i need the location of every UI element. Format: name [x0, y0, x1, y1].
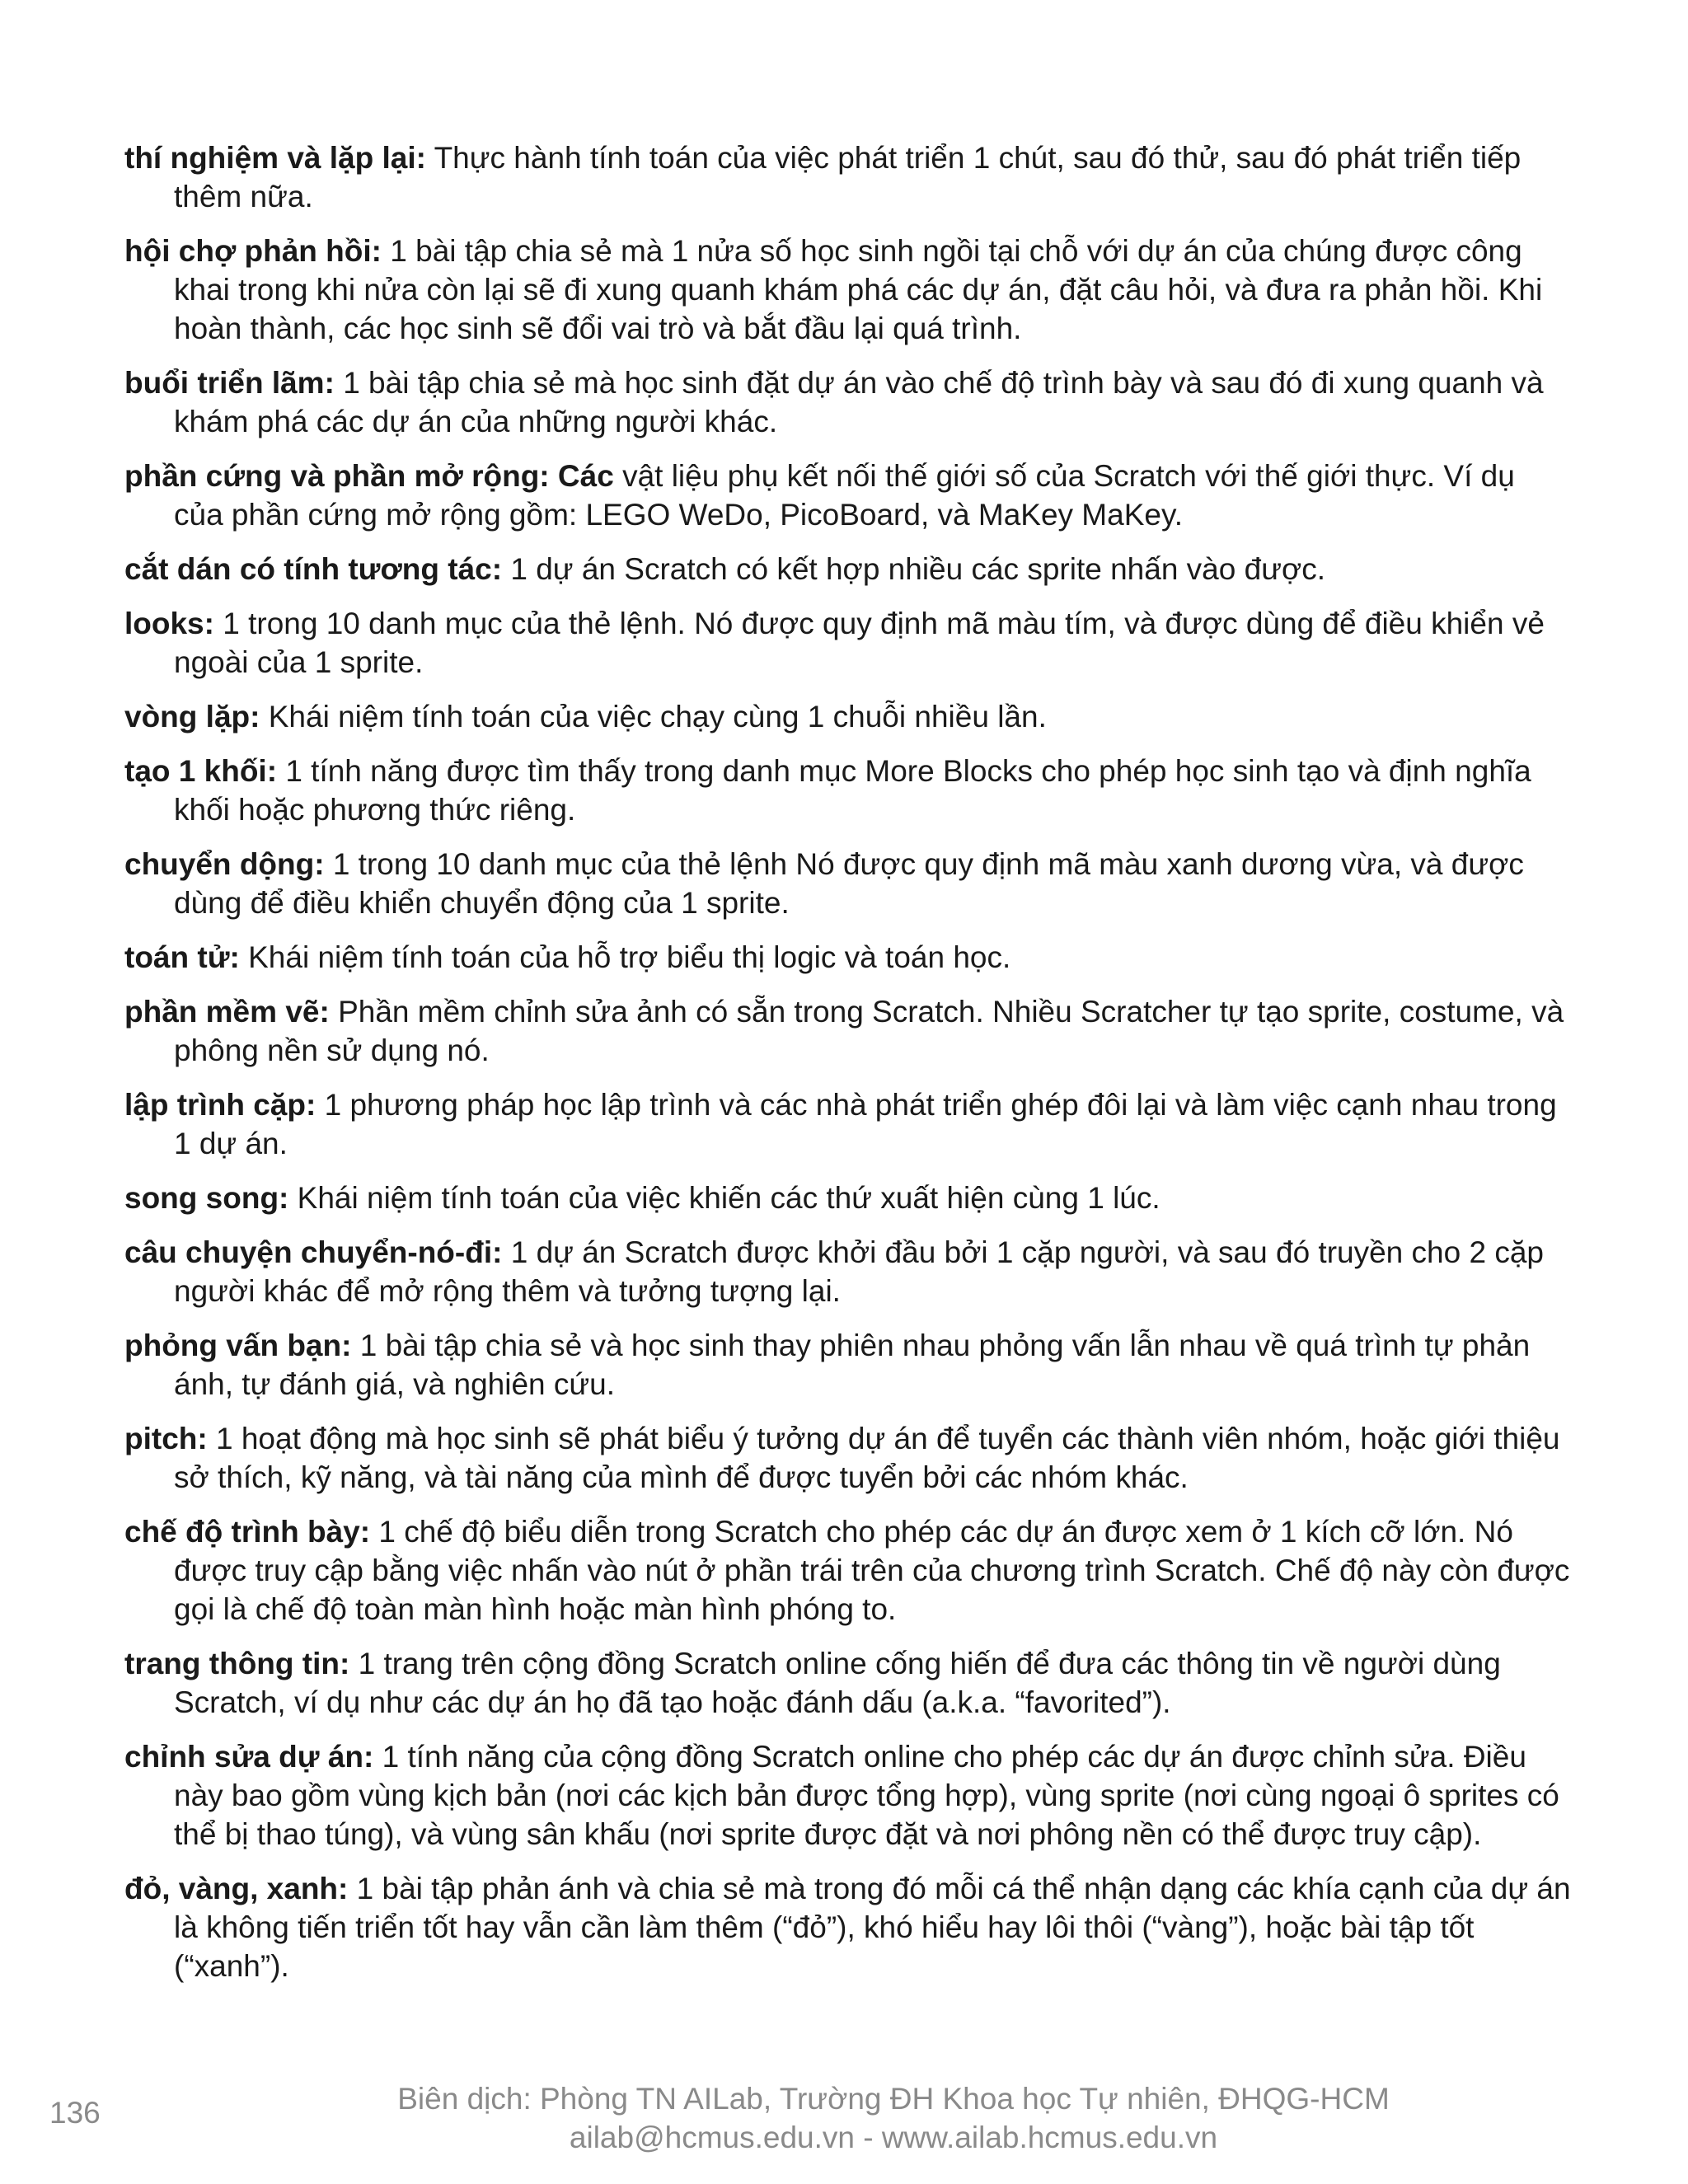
- glossary-entry: [124, 1644, 1571, 1722]
- glossary-definition: 1 chế độ biểu diễn trong Scratch cho phép các dự án được xem ở 1 kích cỡ lớn. Nó được truy cập bằng việc nhấn vào nút ở phần trái trên của chương trình Scratch. Chế độ này còn được gọi là chế độ toàn màn hình hoặc màn hình phóng to.: [174, 1515, 1570, 1626]
- glossary-term: pitch:: [124, 1422, 208, 1455]
- glossary-entry: [124, 845, 1571, 922]
- glossary-entry: [124, 1419, 1571, 1497]
- glossary-definition: 1 dự án Scratch được khởi đầu bởi 1 cặp người, và sau đó truyền cho 2 cặp người khác để mở rộng thêm và tưởng tượng lại.: [174, 1235, 1544, 1308]
- glossary-entry: [124, 550, 1571, 588]
- glossary-entry: [124, 1737, 1571, 1854]
- glossary-entry: [124, 992, 1571, 1070]
- glossary-term: phần mềm vẽ:: [124, 995, 330, 1029]
- footer-credit-line2: ailab@hcmus.edu.vn - www.ailab.hcmus.edu.vn: [569, 2121, 1218, 2154]
- glossary-term: thí nghiệm và lặp lại:: [124, 141, 426, 175]
- glossary-definition: Phần mềm chỉnh sửa ảnh có sẵn trong Scratch. Nhiều Scratcher tự tạo sprite, costume, và phông nền sử dụng nó.: [174, 995, 1564, 1067]
- glossary-entry: [124, 1085, 1571, 1163]
- glossary-term: đỏ, vàng, xanh:: [124, 1872, 349, 1905]
- glossary-definition: Khái niệm tính toán của hỗ trợ biểu thị logic và toán học.: [248, 940, 1011, 974]
- glossary-term: cắt dán có tính tương tác:: [124, 552, 503, 586]
- glossary-term: phỏng vấn bạn:: [124, 1329, 352, 1362]
- glossary-term: lập trình cặp:: [124, 1088, 316, 1122]
- glossary-term: trang thông tin:: [124, 1647, 350, 1680]
- footer-credit-line1: Biên dịch: Phòng TN AILab, Trường ĐH Khoa học Tự nhiên, ĐHQG-HCM: [397, 2082, 1390, 2116]
- glossary-term: hội chợ phản hồi:: [124, 234, 382, 268]
- glossary-definition: 1 trong 10 danh mục của thẻ lệnh. Nó được quy định mã màu tím, và được dùng để điều khiển vẻ ngoài của 1 sprite.: [174, 607, 1545, 679]
- glossary-definition: 1 hoạt động mà học sinh sẽ phát biểu ý tưởng dự án để tuyển các thành viên nhóm, hoặc giới thiệu sở thích, kỹ năng, và tài năng của mình để được tuyển bởi các nhóm khác.: [174, 1422, 1560, 1494]
- glossary-definition: 1 dự án Scratch có kết hợp nhiều các sprite nhấn vào được.: [510, 552, 1326, 586]
- glossary-entry: [124, 1233, 1571, 1310]
- glossary-term: tạo 1 khối:: [124, 754, 278, 788]
- glossary-entry: [124, 363, 1571, 441]
- glossary-entry: [124, 1179, 1571, 1217]
- glossary-definition: vật liệu phụ kết nối thế giới số của Scratch với thế giới thực. Ví dụ của phần cứng mở rộng gồm: LEGO WeDo, PicoBoard, và MaKey MaKey.: [174, 459, 1515, 532]
- glossary-entry: [124, 697, 1571, 736]
- glossary-definition: Khái niệm tính toán của việc khiến các thứ xuất hiện cùng 1 lúc.: [297, 1181, 1160, 1215]
- glossary-definition: 1 trong 10 danh mục của thẻ lệnh Nó được quy định mã màu xanh dương vừa, và được dùng để điều khiển chuyển động của 1 sprite.: [174, 847, 1524, 920]
- glossary-definition: 1 bài tập chia sẻ mà 1 nửa số học sinh ngồi tại chỗ với dự án của chúng được công khai trong khi nửa còn lại sẽ đi xung quanh khám phá các dự án, đặt câu hỏi, và đưa ra phản hồi. Khi hoàn thành, các học sinh sẽ đổi vai trò và bắt đầu lại quá trình.: [174, 234, 1543, 345]
- glossary-definition: 1 tính năng của cộng đồng Scratch online cho phép các dự án được chỉnh sửa. Điều này bao gồm vùng kịch bản (nơi các kịch bản được tổng hợp), vùng sprite (nơi cùng ngoại ô sprites có thể bị thao túng), và vùng sân khấu (nơi sprite được đặt và nơi phông nền có thể được truy cập).: [174, 1740, 1559, 1851]
- glossary-entry: [124, 457, 1571, 534]
- glossary-definition: 1 trang trên cộng đồng Scratch online cống hiến để đưa các thông tin về người dùng Scratch, ví dụ như các dự án họ đã tạo hoặc đánh dấu (a.k.a. “favorited”).: [174, 1647, 1501, 1719]
- glossary-entry: [124, 1512, 1571, 1629]
- glossary-term: toán tử:: [124, 940, 240, 974]
- glossary-entry: [124, 938, 1571, 977]
- glossary-definition: 1 bài tập phản ánh và chia sẻ mà trong đó mỗi cá thể nhận dạng các khía cạnh của dự án là không tiến triển tốt hay vẫn cần làm thêm (“đỏ”), khó hiểu hay lôi thôi (“vàng”), hoặc bài tập tốt (“xanh”).: [174, 1872, 1571, 1983]
- glossary-list: [124, 138, 1571, 2001]
- glossary-entry: [124, 752, 1571, 829]
- glossary-term: phần cứng và phần mở rộng: Các: [124, 459, 614, 493]
- glossary-definition: Khái niệm tính toán của việc chạy cùng 1 chuỗi nhiều lần.: [268, 700, 1047, 733]
- glossary-term: chế độ trình bày:: [124, 1515, 371, 1549]
- glossary-definition: 1 phương pháp học lập trình và các nhà phát triển ghép đôi lại và làm việc cạnh nhau trong 1 dự án.: [174, 1088, 1557, 1160]
- glossary-definition: 1 tính năng được tìm thấy trong danh mục More Blocks cho phép học sinh tạo và định nghĩa khối hoặc phương thức riêng.: [174, 754, 1531, 827]
- glossary-term: câu chuyện chuyển-nó-đi:: [124, 1235, 503, 1269]
- glossary-term: chuyển dộng:: [124, 847, 325, 881]
- glossary-term: song song:: [124, 1181, 289, 1215]
- glossary-definition: 1 bài tập chia sẻ mà học sinh đặt dự án vào chế độ trình bày và sau đó đi xung quanh và khám phá các dự án của những người khác.: [174, 366, 1544, 438]
- glossary-entry: [124, 1869, 1571, 1985]
- glossary-definition: 1 bài tập chia sẻ và học sinh thay phiên nhau phỏng vấn lẫn nhau về quá trình tự phản ánh, tự đánh giá, và nghiên cứu.: [174, 1329, 1531, 1401]
- glossary-definition: Thực hành tính toán của việc phát triển 1 chút, sau đó thử, sau đó phát triển tiếp thêm nữa.: [174, 141, 1522, 213]
- glossary-term: chỉnh sửa dự án:: [124, 1740, 374, 1774]
- page-number: 136: [49, 2096, 101, 2130]
- glossary-term: vòng lặp:: [124, 700, 260, 733]
- glossary-term: looks:: [124, 607, 214, 640]
- footer-credit: [0, 2079, 1688, 2157]
- glossary-entry: [124, 232, 1571, 348]
- glossary-entry: [124, 604, 1571, 682]
- glossary-entry: [124, 1326, 1571, 1404]
- glossary-term: buổi triển lãm:: [124, 366, 335, 400]
- glossary-entry: [124, 138, 1571, 216]
